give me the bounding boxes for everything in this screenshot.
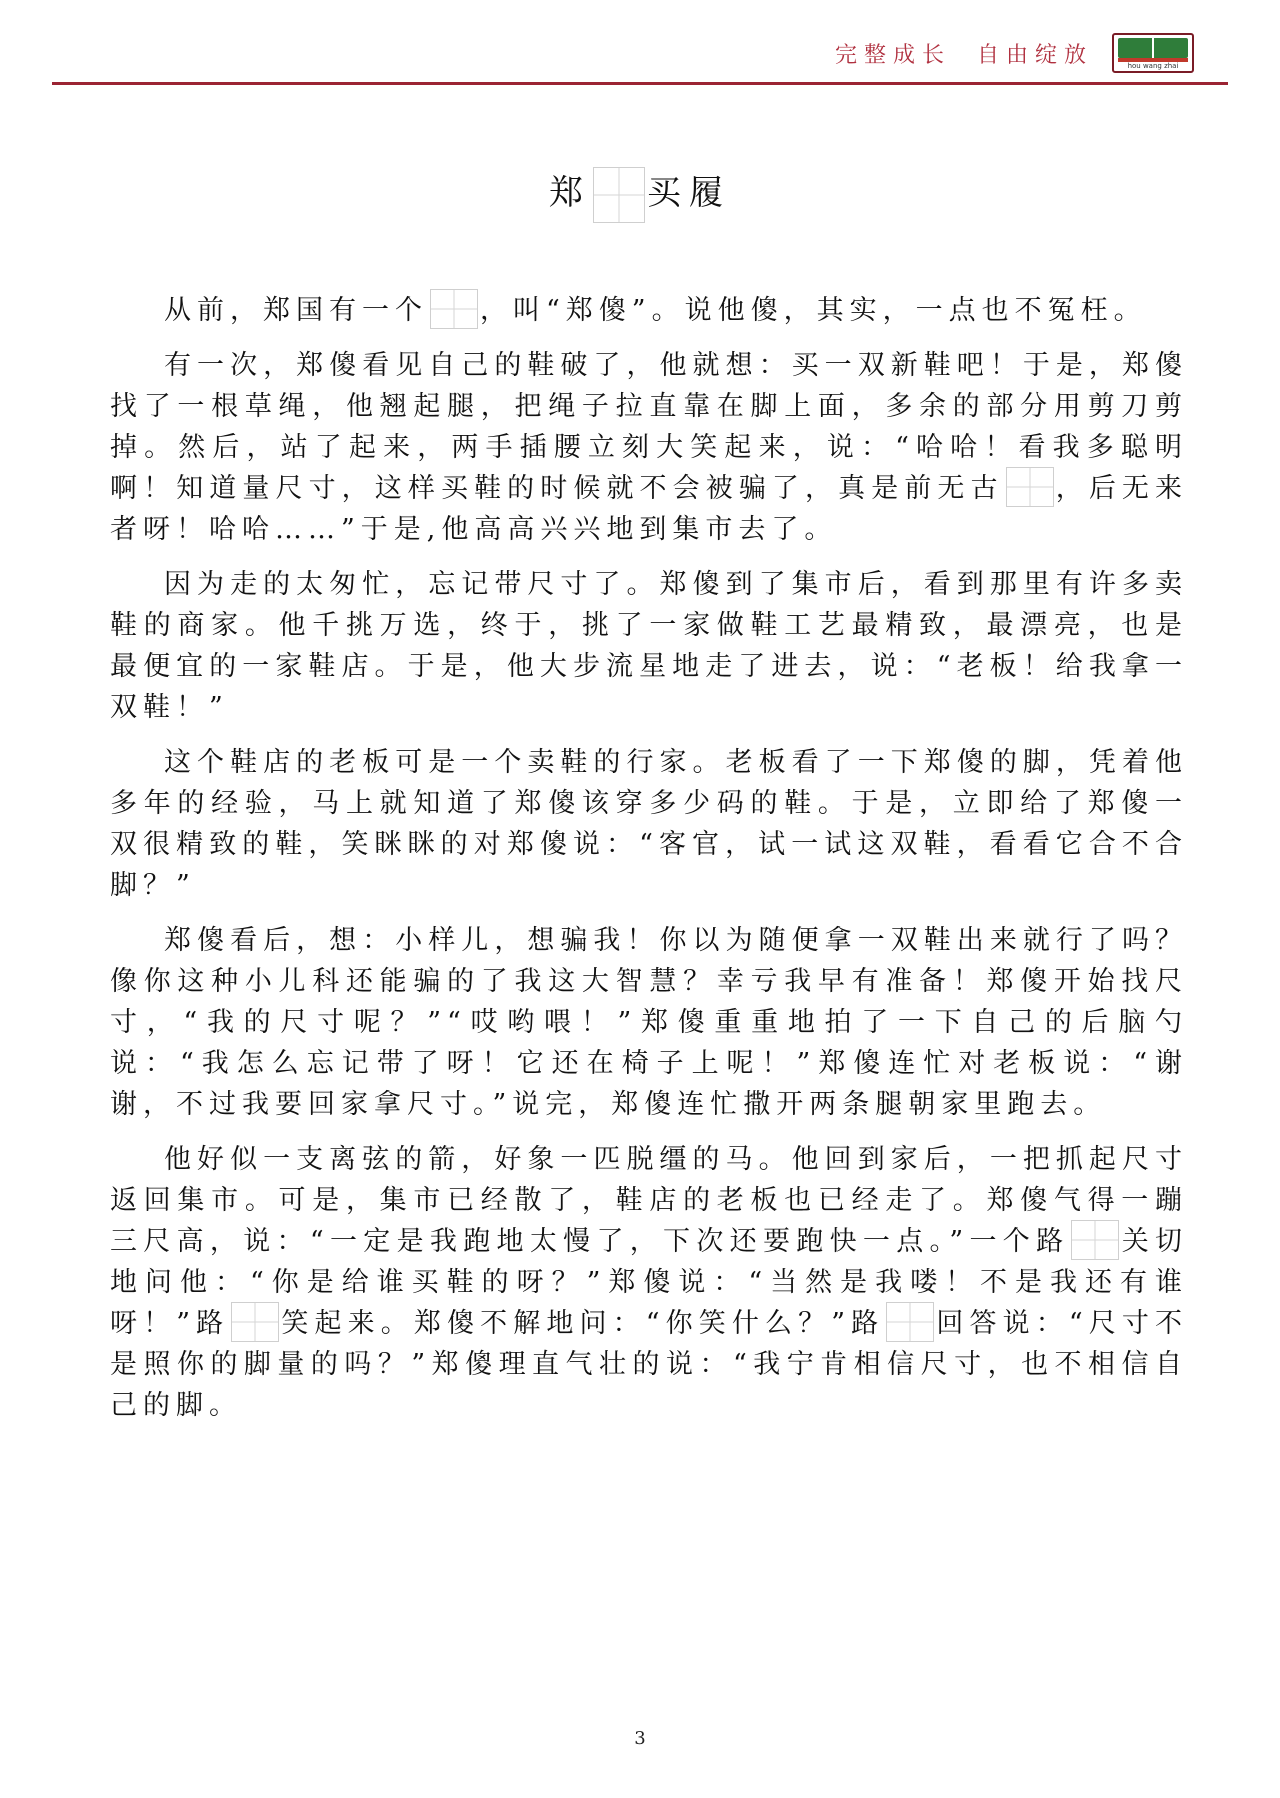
paragraph-2 xyxy=(110,345,1188,550)
book-icon xyxy=(1118,38,1188,58)
paragraph-1 xyxy=(110,290,1188,331)
title-part-2: 买履 xyxy=(647,173,731,213)
header-slogan xyxy=(835,38,1093,69)
page-header xyxy=(52,28,1228,85)
blank-character-box[interactable] xyxy=(430,289,478,329)
text-segment: 因为走的太匆忙，忘记带尺寸了。郑傻到了集市后，看到那里有许多卖鞋的商家。他千挑万选，终于，挑了一家做鞋工艺最精致，最漂亮，也是最便宜的一家鞋店。于是，他大步流星地走了进去，说：“老板！给我拿一双鞋！” xyxy=(110,569,1188,723)
text-segment: 这个鞋店的老板可是一个卖鞋的行家。老板看了一下郑傻的脚，凭着他多年的经验，马上就知道了郑傻该穿多少码的鞋。于是，立即给了郑傻一双很精致的鞋，笑眯眯的对郑傻说：“客官，试一试这双鞋，看看它合不合脚？” xyxy=(110,747,1188,901)
blank-character-box[interactable] xyxy=(1071,1220,1119,1260)
text-segment: 笑起来。郑傻不解地问：“你笑什么？”路 xyxy=(281,1308,885,1339)
text-segment: ，后无来者呀！哈哈……”于是,他高高兴兴地到集市去了。 xyxy=(110,473,1189,545)
paragraph-5 xyxy=(110,920,1188,1125)
slogan-growth: 完整成长 xyxy=(834,43,951,68)
text-segment: 郑傻看后，想：小样儿，想骗我！你以为随便拿一双鞋出来就行了吗？像你这种小儿科还能骗的了我这大智慧？幸亏我早有准备！郑傻开始找尺寸，“我的尺寸呢？”“哎哟喂！”郑傻重重地拍了一下自己的后脑勺说：“我怎么忘记带了呀！它还在椅子上呢！”郑傻连忙对老板说：“谢谢，不过我要回家拿尺寸。”说完，郑傻连忙撒开两条腿朝家里跑去。 xyxy=(110,925,1188,1120)
blank-character-box[interactable] xyxy=(231,1302,279,1342)
publisher-logo xyxy=(1112,33,1194,73)
text-segment: 有一次，郑傻看见自己的鞋破了，他就想：买一双新鞋吧！于是，郑傻找了一根草绳，他翘起腿，把绳子拉直靠在脚上面，多余的部分用剪刀剪掉。然后，站了起来，两手插腰立刻大笑起来，说：“哈哈！看我多聪明啊！知道量尺寸，这样买鞋的时候就不会被骗了，真是前无古 xyxy=(110,350,1188,504)
slogan-bloom: 自由绽放 xyxy=(976,43,1093,68)
logo-text: hou wang zhai xyxy=(1127,62,1179,70)
blank-character-box[interactable] xyxy=(1006,467,1054,507)
story-body xyxy=(110,290,1188,1440)
blank-character-box[interactable] xyxy=(593,167,645,223)
text-segment: ，叫“郑傻”。说他傻，其实，一点也不冤枉。 xyxy=(480,295,1147,326)
text-segment: 他好似一支离弦的箭，好象一匹脱缰的马。他回到家后，一把抓起尺寸返回集市。可是，集市已经散了，鞋店的老板也已经走了。郑傻气得一蹦三尺高，说：“一定是我跑地太慢了，下次还要跑快一点。”一个路 xyxy=(110,1144,1188,1257)
paragraph-6 xyxy=(110,1139,1188,1426)
text-segment: 从前，郑国有一个 xyxy=(164,295,428,326)
paragraph-3 xyxy=(110,564,1188,728)
paragraph-4 xyxy=(110,742,1188,906)
story-title xyxy=(0,165,1280,223)
text-segment: 关切地问他：“你是给谁买鞋的呀？”郑傻说：“当然是我喽！不是我还有谁呀！”路 xyxy=(110,1226,1189,1339)
text-segment: 回答说：“尺寸不是照你的脚量的吗？”郑傻理直气壮的说：“我宁肯相信尺寸，也不相信自己的脚。 xyxy=(110,1308,1188,1421)
title-part-1: 郑 xyxy=(549,173,591,213)
blank-character-box[interactable] xyxy=(886,1302,934,1342)
page-number: 3 xyxy=(634,1728,646,1749)
